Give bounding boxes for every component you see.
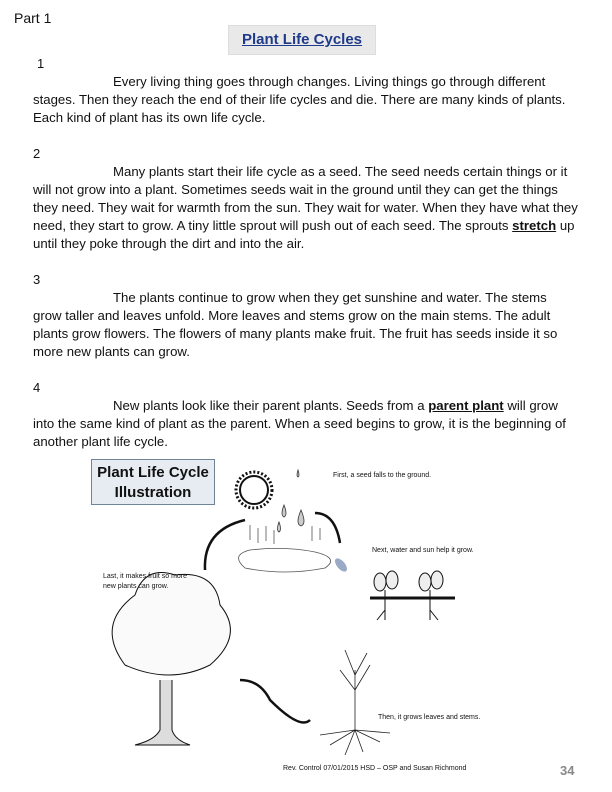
- sprout-icon: [370, 571, 455, 620]
- sun-icon: [236, 472, 272, 508]
- paragraph-number: 3: [33, 272, 41, 287]
- paragraph-number: 2: [33, 146, 41, 161]
- rain-drops-icon: [278, 470, 305, 532]
- seed-icon: [333, 556, 349, 573]
- footer-revision: Rev. Control 07/01/2015 HSD – OSP and Susan Richmond: [283, 765, 467, 772]
- paragraph-3: The plants continue to grow when they get sunshine and water. The stems grow taller and leaves unfold. More leaves and stems grow on the main stems. The adult plants grow flowers. The flowers of many plants make fruit. The fruit has seeds inside it so more new plants can grow.: [33, 290, 558, 359]
- plant-with-roots-icon: [320, 650, 390, 755]
- part-label: Part 1: [14, 10, 52, 26]
- illustration-title: Illustration: [114, 484, 192, 501]
- vocab-word: parent plant: [428, 398, 504, 413]
- vocab-word: stretch: [512, 218, 557, 233]
- page-title: Plant Life Cycles: [228, 25, 376, 55]
- caption-step-1: First, a seed falls to the ground.: [333, 472, 432, 479]
- paragraph-number: 1: [37, 56, 45, 71]
- caption-step-2: Next, water and sun help it grow.: [372, 547, 474, 554]
- caption-step-3: Then, it grows leaves and stems.: [378, 714, 481, 721]
- paragraph-text: New plants look like their parent plants. Seeds from a: [113, 398, 429, 413]
- puddle-icon: [239, 525, 331, 572]
- life-cycle-illustration: [0, 450, 612, 770]
- illustration-title: Plant Life Cycle: [97, 464, 209, 481]
- paragraph-4: [33, 397, 578, 451]
- fruit-tree-icon: [112, 573, 230, 746]
- paragraph-text: up until they poke through the dirt and into the air.: [33, 218, 575, 251]
- paragraph-2: [33, 163, 578, 253]
- paragraph-1: Every living thing goes through changes. Living things go through different stages. Then they reach the end of their life cycles and die. There are many kinds of plants. Each kind of plant has its own life cycle.: [33, 74, 566, 125]
- paragraph-number: 4: [33, 380, 41, 395]
- paragraph-text: Many plants start their life cycle as a seed. The seed needs certain things or it will not grow into a plant. Sometimes seeds wait in the ground until they can get the things they need. They wait for warmth from the sun. They wait for water. When they have what they need, they start to grow. A tiny little sprout will push out of each seed. The sprouts: [33, 164, 578, 233]
- caption-step-4: Last, it makes fruit so more new plants can grow.: [103, 573, 188, 590]
- page-number: 34: [560, 763, 575, 778]
- paragraph-text: will grow into the same kind of plant as the parent. When a seed begins to grow, it is the beginning of another plant life cycle.: [33, 398, 566, 449]
